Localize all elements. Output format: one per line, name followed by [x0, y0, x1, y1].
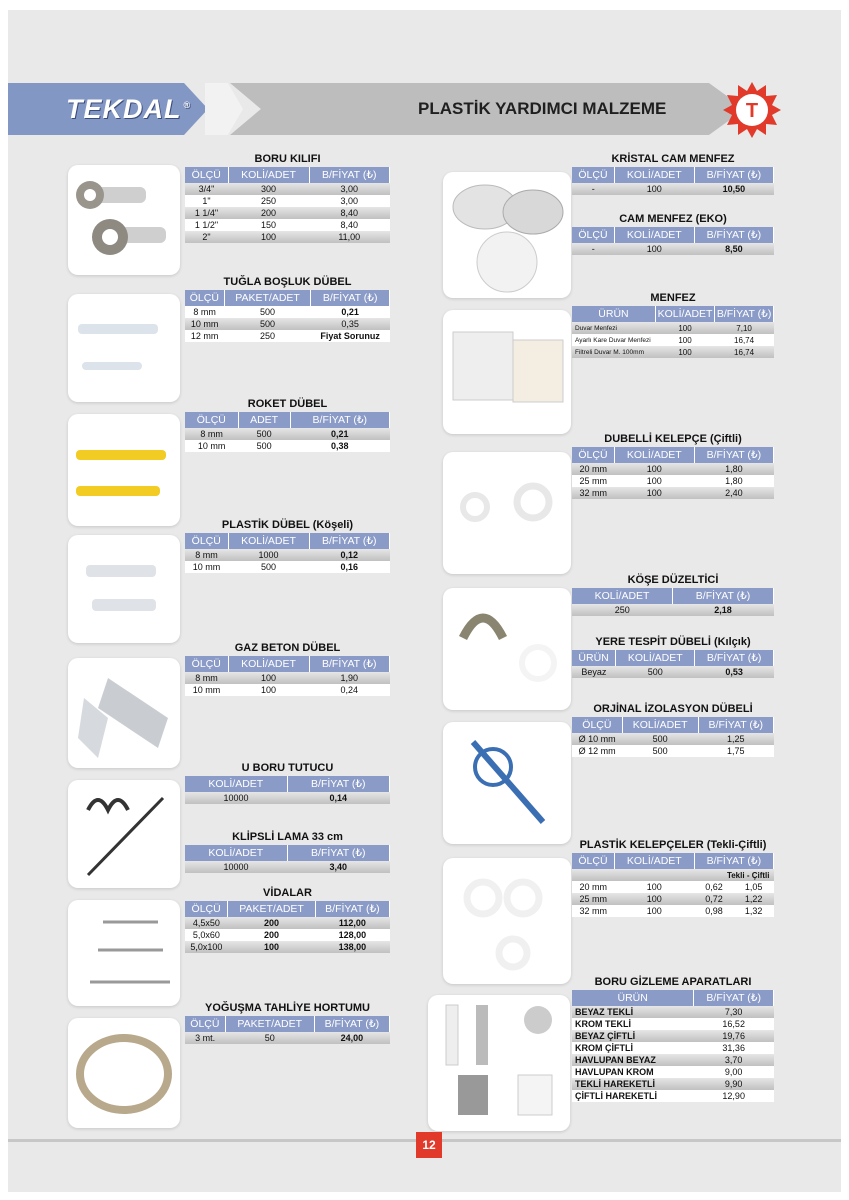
section-plastik-kelepceler: [572, 839, 774, 917]
section-tugla-bosluk-dubel: [185, 276, 390, 342]
price-table: ÖLÇÜ KOLİ/ADET B/FİYAT (₺) Tekli - Çiftli 20 mm 100 0,62 1,05 25 mm 100 0,72 1,22 32 mm 100 0,98 1,32: [572, 853, 774, 917]
section-title: CAM MENFEZ (EKO): [619, 213, 727, 225]
section-plastik-dubel: [185, 519, 390, 573]
product-image-kose-duzeltici: [443, 588, 571, 710]
section-title: KLİPSLİ LAMA 33 cm: [232, 831, 343, 843]
price-table: ÜRÜN B/FİYAT (₺) BEYAZ TEKLİ 7,30 KROM TEKLİ 16,52 BEYAZ ÇİFTLİ 19,76 KROM ÇİFTLİ 31,36 HAVLUPAN BEYAZ 3,70 HAVLUPAN KROM 9,00 TEKLİ HAREKETLİ 9,90 ÇİFTLİ HAREKETLİ 12,90: [572, 990, 774, 1102]
section-boru-kilifi: [185, 153, 390, 243]
section-vidalar: [185, 887, 390, 953]
price-table: ÖLÇÜ ADET B/FİYAT (₺) 8 mm 500 0,21 10 mm 500 0,38: [185, 412, 390, 452]
section-title: DUBELLİ KELEPÇE (Çiftli): [604, 433, 742, 445]
section-title: MENFEZ: [650, 292, 696, 304]
section-title: U BORU TUTUCU: [241, 762, 334, 774]
section-title: ROKET DÜBEL: [247, 398, 328, 410]
price-table: ÖLÇÜ PAKET/ADET B/FİYAT (₺) 3 mt. 50 24,00: [185, 1016, 390, 1044]
section-title: ORJİNAL İZOLASYON DÜBELİ: [593, 703, 753, 715]
section-menfez: [572, 292, 774, 358]
price-table: ÖLÇÜ KOLİ/ADET B/FİYAT (₺) 20 mm 100 1,80 25 mm 100 1,80 32 mm 100 2,40: [572, 447, 774, 499]
product-image-boru-gizleme: [428, 995, 570, 1131]
price-table: ÖLÇÜ KOLİ/ADET B/FİYAT (₺) Ø 10 mm 500 1,25 Ø 12 mm 500 1,75: [572, 717, 774, 757]
page-number: 12: [416, 1132, 442, 1158]
section-yere-tespit-dubeli: [572, 636, 774, 678]
catalog-page: [8, 10, 841, 1192]
brand-logo: TEKDAL ®: [66, 94, 192, 124]
section-klipsli-lama: [185, 831, 390, 873]
price-table: ÖLÇÜ KOLİ/ADET B/FİYAT (₺) 8 mm 1000 0,12 10 mm 500 0,16: [185, 533, 390, 573]
price-table: ÜRÜN KOLİ/ADET B/FİYAT (₺) Duvar Menfezi 100 7,10 Ayarlı Kare Duvar Menfezi 100 16,74 Filtreli Duvar M. 100mm 100 16,74: [572, 306, 774, 358]
product-image-cam-menfez: [443, 172, 571, 298]
section-title: TUĞLA BOŞLUK DÜBEL: [223, 276, 352, 288]
product-image-izolasyon-dubeli: [443, 722, 571, 844]
product-image-plastik-dubel: [68, 535, 180, 643]
section-title: PLASTİK KELEPÇELER (Tekli-Çiftli): [579, 839, 767, 851]
page-title: PLASTİK YARDIMCI MALZEME: [418, 99, 667, 118]
product-image-menfez: [443, 310, 571, 434]
product-image-gaz-beton-dubel: [68, 658, 180, 768]
section-u-boru-tutucu: [185, 762, 390, 804]
product-image-boru-kilifi: [68, 165, 180, 275]
product-image-u-boru-tutucu: [68, 780, 180, 888]
section-kristal-cam-menfez: [572, 153, 774, 195]
price-table: ÖLÇÜ PAKET/ADET B/FİYAT (₺) 8 mm 500 0,21 10 mm 500 0,35 12 mm 250 Fiyat Sorunuz: [185, 290, 390, 342]
price-table: KOLİ/ADET B/FİYAT (₺) 250 2,18: [572, 588, 774, 616]
price-table: ÖLÇÜ KOLİ/ADET B/FİYAT (₺) 3/4" 300 3,00 1" 250 3,00 1 1/4" 200 8,40 1 1/2" 150 8,40 2" 100 11,00: [185, 167, 390, 243]
product-image-roket-dubel: [68, 414, 180, 526]
section-title: KRİSTAL CAM MENFEZ: [611, 153, 735, 165]
section-title: VİDALAR: [263, 887, 312, 899]
price-table: ÖLÇÜ PAKET/ADET B/FİYAT (₺) 4,5x50 200 112,00 5,0x60 200 128,00 5,0x100 100 138,00: [185, 901, 390, 953]
section-title: KÖŞE DÜZELTİCİ: [627, 574, 719, 586]
product-image-plastik-kelepce: [443, 858, 571, 984]
section-cam-menfez-eko: [572, 213, 774, 255]
section-title: PLASTİK DÜBEL (Köşeli): [221, 519, 354, 531]
section-title: YERE TESPİT DÜBELİ (Kılçık): [595, 636, 751, 648]
section-izolasyon-dubeli: [572, 703, 774, 757]
section-title: YOĞUŞMA TAHLİYE HORTUMU: [205, 1002, 370, 1014]
section-yogusma-hortumu: [185, 1002, 390, 1044]
price-table: KOLİ/ADET B/FİYAT (₺) 10000 0,14: [185, 776, 390, 804]
product-image-tugla-dubel: [68, 294, 180, 402]
product-image-vidalar: [68, 900, 180, 1006]
section-roket-dubel: [185, 398, 390, 452]
price-table: KOLİ/ADET B/FİYAT (₺) 10000 3,40: [185, 845, 390, 873]
product-image-dubelli-kelepce: [443, 452, 571, 574]
price-table: ÖLÇÜ KOLİ/ADET B/FİYAT (₺) 8 mm 100 1,90 10 mm 100 0,24: [185, 656, 390, 696]
section-boru-gizleme: [572, 976, 774, 1102]
section-title: BORU KILIFI: [254, 153, 321, 165]
section-gaz-beton-dubel: [185, 642, 390, 696]
section-kose-duzeltici: [572, 574, 774, 616]
price-table: ÖLÇÜ KOLİ/ADET B/FİYAT (₺) - 100 10,50: [572, 167, 774, 195]
section-title: GAZ BETON DÜBEL: [234, 642, 341, 654]
section-title: BORU GİZLEME APARATLARI: [594, 976, 752, 988]
section-dubelli-kelepce: [572, 433, 774, 499]
brand-star-icon: [722, 80, 782, 140]
product-image-tahliye-hortumu: [68, 1018, 180, 1128]
price-table: ÖLÇÜ KOLİ/ADET B/FİYAT (₺) - 100 8,50: [572, 227, 774, 255]
svg-text:T: T: [745, 100, 759, 122]
price-table: ÜRÜN KOLİ/ADET B/FİYAT (₺) Beyaz 500 0,53: [572, 650, 774, 678]
